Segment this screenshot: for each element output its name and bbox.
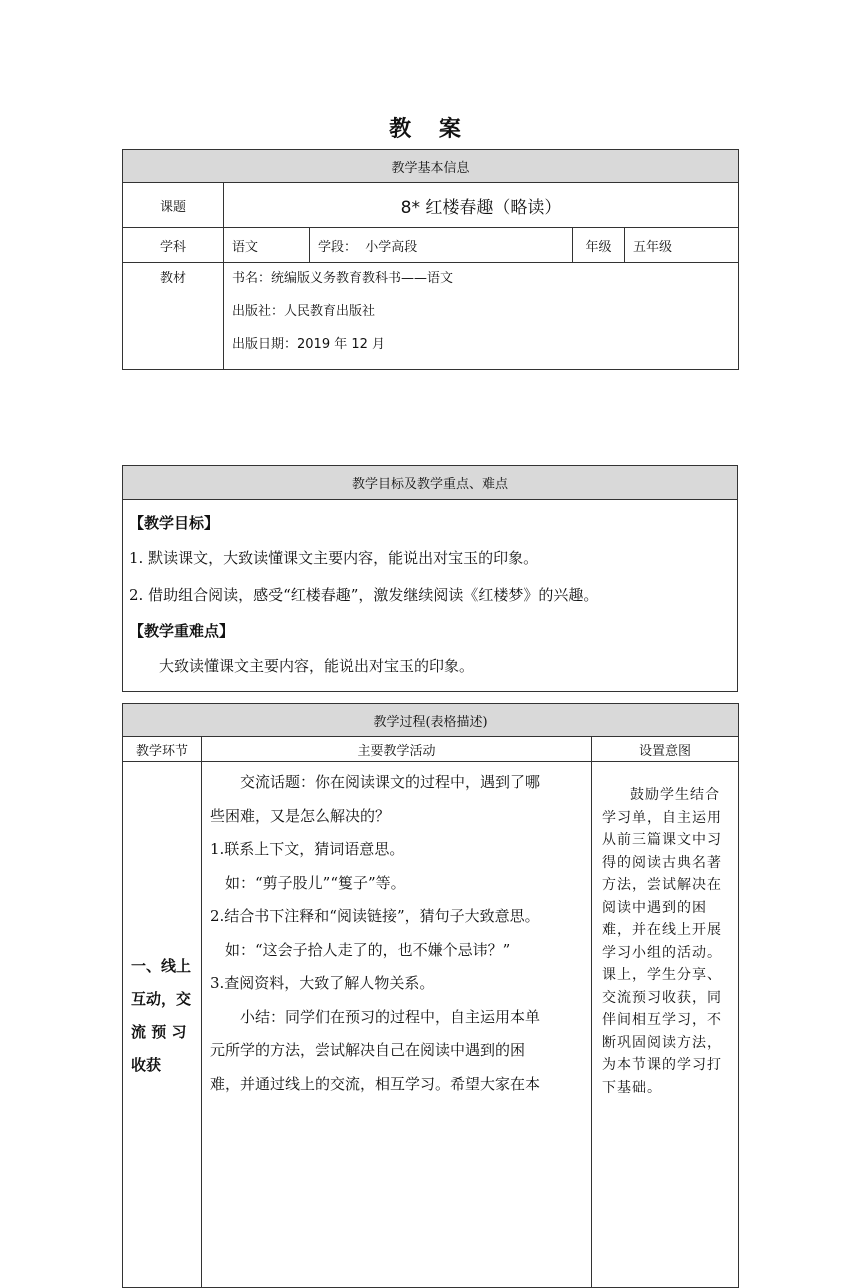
activity-cell <box>202 762 592 1288</box>
activity-line: 1.联系上下文，猜词语意思。 <box>210 840 405 858</box>
material-publisher: 出版社：人民教育出版社 <box>232 304 376 319</box>
activity-line: 些困难，又是怎么解决的？ <box>210 806 391 825</box>
subject-value: 语文 <box>224 228 310 263</box>
grade-label: 年级 <box>573 228 625 263</box>
activity-line: 2.结合书下注释和“阅读链接”，猜句子大致意思。 <box>210 907 540 925</box>
process-header: 教学过程(表格描述) <box>123 704 739 737</box>
stage-line: 流 预 习 <box>131 1023 187 1041</box>
activity-line: 难，并通过线上的交流，相互学习。希望大家在本 <box>210 1074 541 1093</box>
activity-line: 小结：同学们在预习的过程中，自主运用本单 <box>240 1007 541 1026</box>
col-activity-header: 主要教学活动 <box>202 737 592 762</box>
stage-field <box>310 228 573 263</box>
activity-line: 3.查阅资料，大致了解人物关系。 <box>210 974 435 992</box>
subject-label: 学科 <box>123 228 224 263</box>
material-label: 教材 <box>123 263 224 370</box>
basic-info-table <box>122 149 739 370</box>
page-title: 教 案 <box>389 116 471 142</box>
material-date: 出版日期：2019 年 12 月 <box>232 337 386 352</box>
objectives-body <box>123 500 738 692</box>
col-stage-header: 教学环节 <box>123 737 202 762</box>
stage-line: 互动，交 <box>131 990 192 1008</box>
process-table <box>122 703 739 1288</box>
activity-line: 元所学的方法，尝试解决自己在阅读中遇到的困 <box>210 1041 526 1059</box>
activity-line: 如：“这会子拾人走了的，也不嫌个忌讳？” <box>225 940 511 959</box>
intent-cell: 鼓励学生结合学习单，自主运用从前三篇课文中习得的阅读古典名著方法，尝试解决在阅读中遇到的困难，并在线上开展学习小组的活动。课上，学生分享、交流预习收获，同伴间相互学习，不断巩固阅读方法，为本节课的学习打下基础。 <box>592 762 739 1288</box>
goal-item-2: 2. 借助组合阅读，感受“红楼春趣”，激发继续阅读《红楼梦》的兴趣。 <box>129 586 599 604</box>
stage-value: 小学高段 <box>365 239 418 255</box>
material-book: 书名：统编版义务教育教科书——语文 <box>232 271 454 286</box>
objectives-table <box>122 465 738 692</box>
stage-line: 一、线上 <box>131 957 192 975</box>
activity-line: 如：“剪子股儿”“篗子”等。 <box>225 873 406 892</box>
stage-cell <box>123 762 202 1288</box>
key-points-heading: 【教学重难点】 <box>129 622 235 640</box>
topic-label: 课题 <box>123 183 224 228</box>
activity-line: 交流话题：你在阅读课文的过程中，遇到了哪 <box>240 773 541 791</box>
objectives-header: 教学目标及教学重点、难点 <box>123 466 738 500</box>
stage-label: 学段： <box>318 239 358 255</box>
grade-value: 五年级 <box>625 228 739 263</box>
col-intent-header: 设置意图 <box>592 737 739 762</box>
basic-info-header: 教学基本信息 <box>123 150 739 183</box>
goal-item-1: 1. 默读课文，大致读懂课文主要内容，能说出对宝玉的印象。 <box>129 549 539 567</box>
key-point-text: 大致读懂课文主要内容，能说出对宝玉的印象。 <box>159 657 475 675</box>
material-info <box>224 263 739 370</box>
goals-heading: 【教学目标】 <box>129 514 220 532</box>
course-title: 8* 红楼春趣（略读） <box>224 183 739 228</box>
stage-line: 收获 <box>131 1056 162 1074</box>
